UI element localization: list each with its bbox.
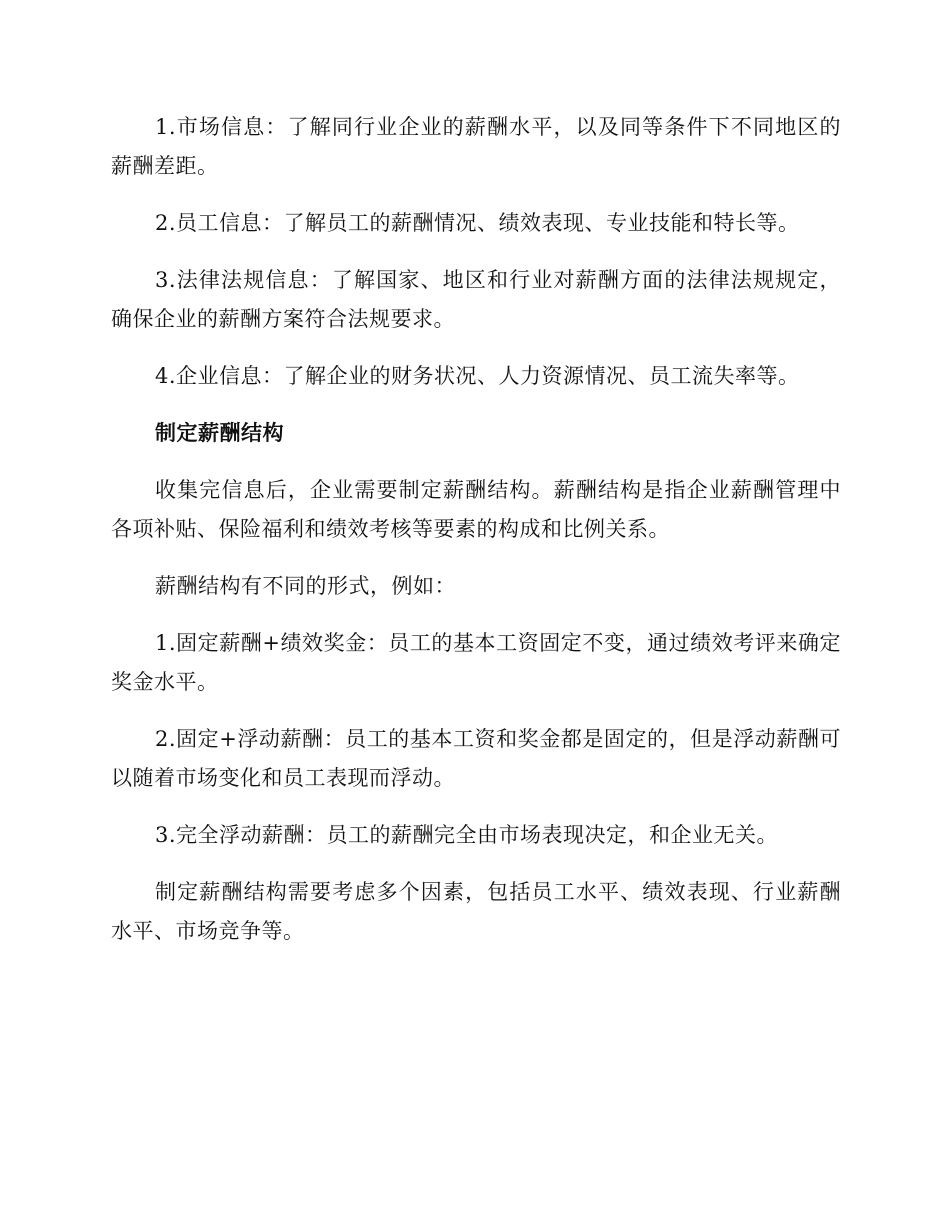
paragraph-fixed-plus-bonus: 1.固定薪酬+绩效奖金：员工的基本工资固定不变，通过绩效考评来确定奖金水平。	[111, 631, 841, 694]
paragraph-structure-forms: 薪酬结构有不同的形式，例如：	[155, 574, 456, 598]
section-heading: 制定薪酬结构	[155, 421, 284, 445]
paragraph-fixed-plus-floating: 2.固定+浮动薪酬：员工的基本工资和奖金都是固定的，但是浮动薪酬可以随着市场变化和员工表现而浮动。	[111, 727, 841, 790]
paragraph-market-info: 1.市场信息：了解同行业企业的薪酬水平，以及同等条件下不同地区的薪酬差距。	[111, 115, 841, 178]
paragraph-company-info: 4.企业信息：了解企业的财务状况、人力资源情况、员工流失率等。	[155, 364, 800, 388]
paragraph-considerations: 制定薪酬结构需要考虑多个因素，包括员工水平、绩效表现、行业薪酬水平、市场竞争等。	[111, 880, 841, 943]
paragraph-employee-info: 2.员工信息：了解员工的薪酬情况、绩效表现、专业技能和特长等。	[155, 211, 800, 235]
paragraph-legal-info: 3.法律法规信息：了解国家、地区和行业对薪酬方面的法律法规规定，确保企业的薪酬方案符合法规要求。	[111, 268, 841, 331]
paragraph-fully-floating: 3.完全浮动薪酬：员工的薪酬完全由市场表现决定，和企业无关。	[155, 823, 779, 847]
document-body	[111, 108, 841, 969]
paragraph-structure-intro: 收集完信息后，企业需要制定薪酬结构。薪酬结构是指企业薪酬管理中各项补贴、保险福利和绩效考核等要素的构成和比例关系。	[111, 478, 841, 541]
